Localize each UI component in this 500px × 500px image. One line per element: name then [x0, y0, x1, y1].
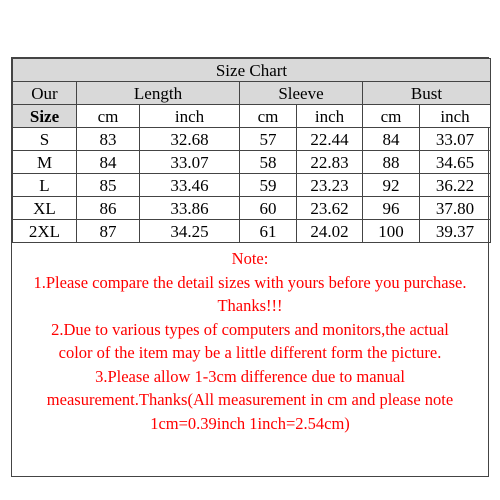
size-label: L	[13, 174, 77, 197]
note-line: color of the item may be a little different form the picture.	[58, 343, 442, 362]
table-cell: 33.07	[420, 128, 491, 151]
unit-cell: cm	[363, 105, 420, 128]
bust-header: Bust	[363, 82, 491, 105]
note-line: 2.Due to various types of computers and monitors,the actual	[51, 319, 449, 339]
table-cell: 86	[77, 197, 140, 220]
size-chart	[11, 57, 489, 477]
size-label: S	[13, 128, 77, 151]
title-row	[13, 59, 491, 82]
note-line: Thanks!!!	[217, 296, 283, 315]
unit-row	[13, 105, 491, 128]
table-cell: 22.83	[297, 151, 363, 174]
table-cell: 57	[240, 128, 297, 151]
unit-cell: inch	[297, 105, 363, 128]
unit-cell: inch	[420, 105, 491, 128]
table-row	[13, 128, 491, 151]
table-cell: 58	[240, 151, 297, 174]
chart-title: Size Chart	[13, 59, 491, 82]
size-label: XL	[13, 197, 77, 220]
note-line: 1.Please compare the detail sizes with yours before you purchase.	[33, 272, 467, 292]
table-cell: 36.22	[420, 174, 491, 197]
note-heading: Note:	[231, 249, 269, 268]
unit-cell: cm	[77, 105, 140, 128]
table-row	[13, 197, 491, 220]
table-cell: 32.68	[140, 128, 240, 151]
table-cell: 87	[77, 220, 140, 243]
table-cell: 92	[363, 174, 420, 197]
size-table	[12, 58, 491, 243]
table-cell: 33.46	[140, 174, 240, 197]
note-line: 3.Please allow 1-3cm difference due to manual	[95, 366, 405, 386]
table-cell: 59	[240, 174, 297, 197]
table-cell: 85	[77, 174, 140, 197]
table-row	[13, 151, 491, 174]
table-row	[13, 174, 491, 197]
table-cell: 61	[240, 220, 297, 243]
table-cell: 23.23	[297, 174, 363, 197]
table-cell: 88	[363, 151, 420, 174]
size-label: 2XL	[13, 220, 77, 243]
note-line: measurement.Thanks(All measurement in cm and please note	[46, 390, 454, 409]
note-line: 1cm=0.39inch 1inch=2.54cm)	[150, 413, 350, 433]
unit-cell: cm	[240, 105, 297, 128]
table-cell: 23.62	[297, 197, 363, 220]
unit-cell: inch	[140, 105, 240, 128]
sleeve-header: Sleeve	[240, 82, 363, 105]
size-label: M	[13, 151, 77, 174]
table-cell: 33.86	[140, 197, 240, 220]
notes-section	[12, 243, 488, 435]
table-row	[13, 220, 491, 243]
table-cell: 22.44	[297, 128, 363, 151]
table-cell: 100	[363, 220, 420, 243]
table-cell: 83	[77, 128, 140, 151]
table-cell: 84	[363, 128, 420, 151]
table-cell: 60	[240, 197, 297, 220]
table-cell: 33.07	[140, 151, 240, 174]
length-header: Length	[77, 82, 240, 105]
table-cell: 96	[363, 197, 420, 220]
table-cell: 34.65	[420, 151, 491, 174]
table-cell: 34.25	[140, 220, 240, 243]
table-cell: 24.02	[297, 220, 363, 243]
header-row	[13, 82, 491, 105]
size-header-bottom: Size	[13, 105, 77, 128]
table-cell: 37.80	[420, 197, 491, 220]
table-cell: 39.37	[420, 220, 491, 243]
size-header-top: Our	[13, 82, 77, 105]
table-cell: 84	[77, 151, 140, 174]
